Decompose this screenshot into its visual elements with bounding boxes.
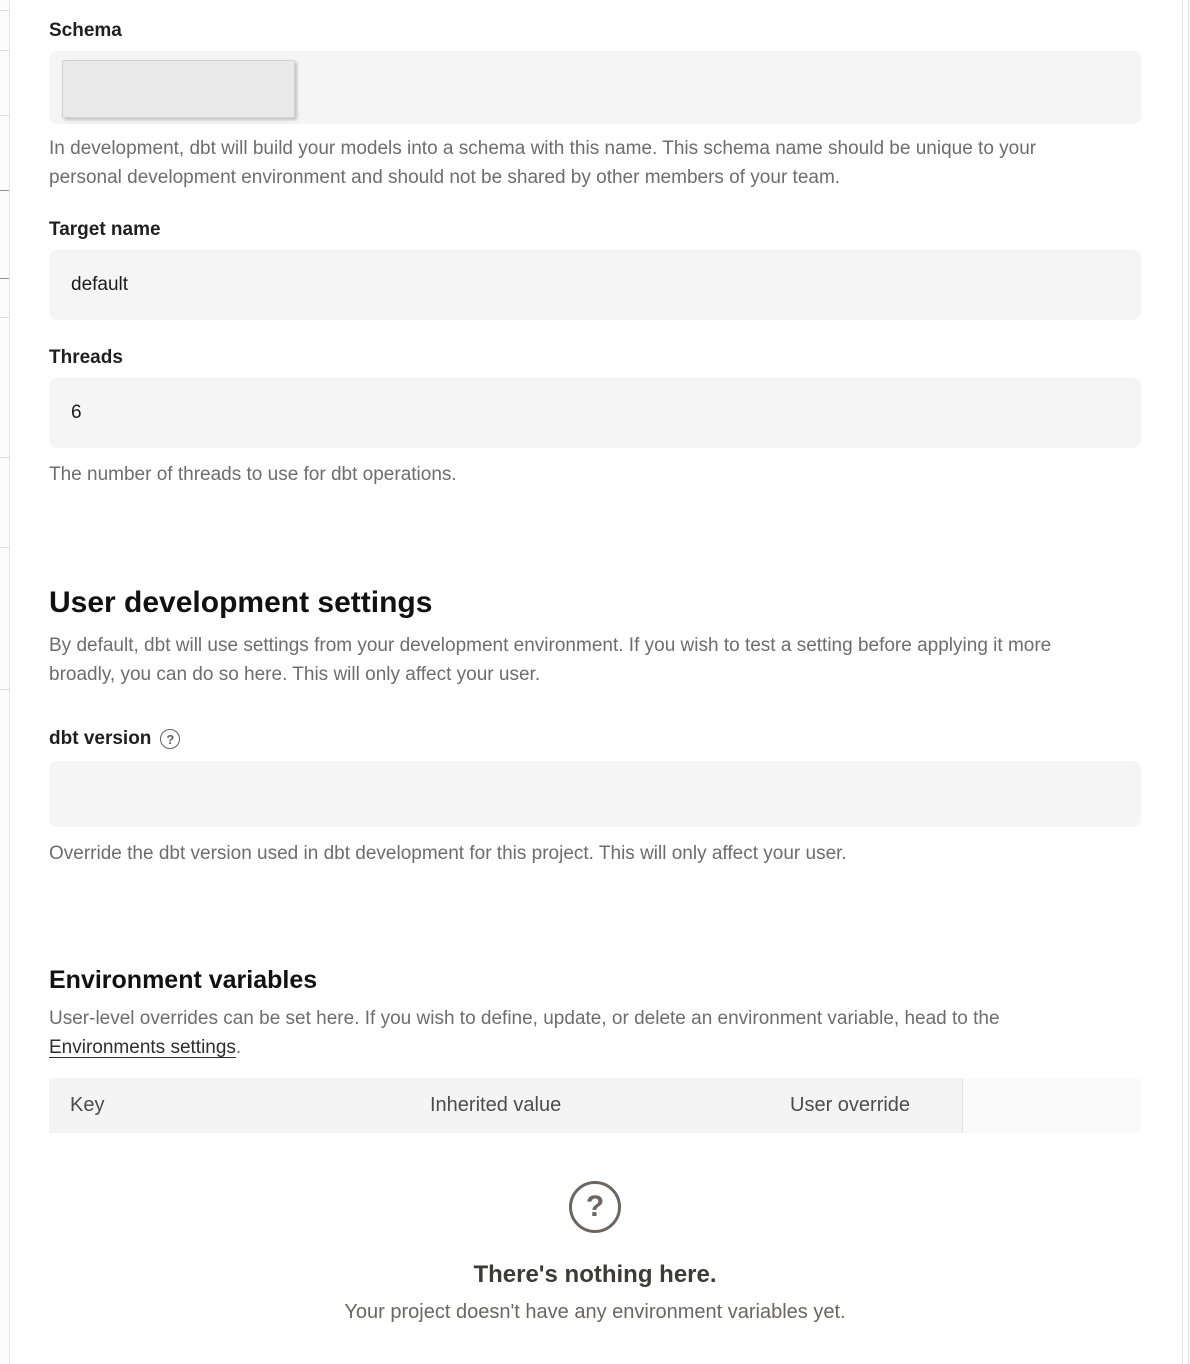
target-name-input[interactable] bbox=[49, 250, 1141, 320]
scrollbar-track[interactable] bbox=[1182, 0, 1189, 1364]
target-name-label: Target name bbox=[49, 219, 161, 240]
environment-variables-description bbox=[49, 1004, 1114, 1062]
settings-form bbox=[49, 0, 1141, 1324]
schema-redacted-value bbox=[62, 60, 295, 118]
environments-settings-link[interactable]: Environments settings bbox=[49, 1037, 236, 1058]
schema-input[interactable] bbox=[49, 51, 1141, 124]
empty-state-subtitle: Your project doesn't have any environment variables yet. bbox=[344, 1301, 846, 1323]
left-panel-row-divider bbox=[0, 10, 9, 11]
environment-variables-title: Environment variables bbox=[49, 966, 318, 994]
threads-help-text: The number of threads to use for dbt operations. bbox=[49, 464, 457, 485]
left-panel-row-divider bbox=[0, 50, 9, 51]
dbt-version-input[interactable] bbox=[49, 761, 1141, 827]
user-development-settings-title: User development settings bbox=[49, 586, 433, 619]
threads-label: Threads bbox=[49, 347, 123, 368]
left-panel-row-divider bbox=[0, 278, 9, 279]
threads-input[interactable] bbox=[49, 378, 1141, 448]
environment-variables-description-text: User-level overrides can be set here. If you wish to define, update, or delete an environment variable, head to the bbox=[49, 1008, 1000, 1029]
column-header-user-override: User override bbox=[790, 1078, 962, 1133]
column-header-actions bbox=[962, 1078, 1141, 1133]
left-panel-row-divider bbox=[0, 689, 9, 690]
column-header-inherited-value: Inherited value bbox=[430, 1078, 790, 1133]
empty-state-title: There's nothing here. bbox=[473, 1261, 717, 1288]
user-development-settings-description: By default, dbt will use settings from your development environment. If you wish to test a setting before applying it more broadly, you can do so here. This will only affect your user. bbox=[49, 635, 1052, 685]
dbt-version-label-row bbox=[49, 727, 1141, 751]
dbt-version-help-text: Override the dbt version used in dbt development for this project. This will only affect your user. bbox=[49, 843, 847, 864]
left-panel-row-divider bbox=[0, 317, 9, 318]
env-vars-empty-state bbox=[49, 1181, 1141, 1324]
environment-variables-description-suffix: . bbox=[235, 1037, 242, 1058]
left-panel-row-divider bbox=[0, 547, 9, 548]
dbt-version-label: dbt version bbox=[49, 728, 152, 749]
schema-help-text: In development, dbt will build your models into a schema with this name. This schema name should be unique to your personal development environment and should not be shared by other members of your team. bbox=[49, 138, 1037, 188]
question-circle-icon: ? bbox=[569, 1181, 621, 1233]
left-panel-row-divider bbox=[0, 115, 9, 116]
left-panel-row-divider bbox=[0, 190, 9, 191]
adjacent-panel-edge bbox=[0, 0, 10, 1364]
column-header-key: Key bbox=[49, 1078, 430, 1133]
question-circle-icon[interactable]: ? bbox=[160, 729, 180, 749]
schema-label: Schema bbox=[49, 20, 122, 41]
env-vars-table-header bbox=[49, 1078, 1141, 1133]
left-panel-row-divider bbox=[0, 457, 9, 458]
